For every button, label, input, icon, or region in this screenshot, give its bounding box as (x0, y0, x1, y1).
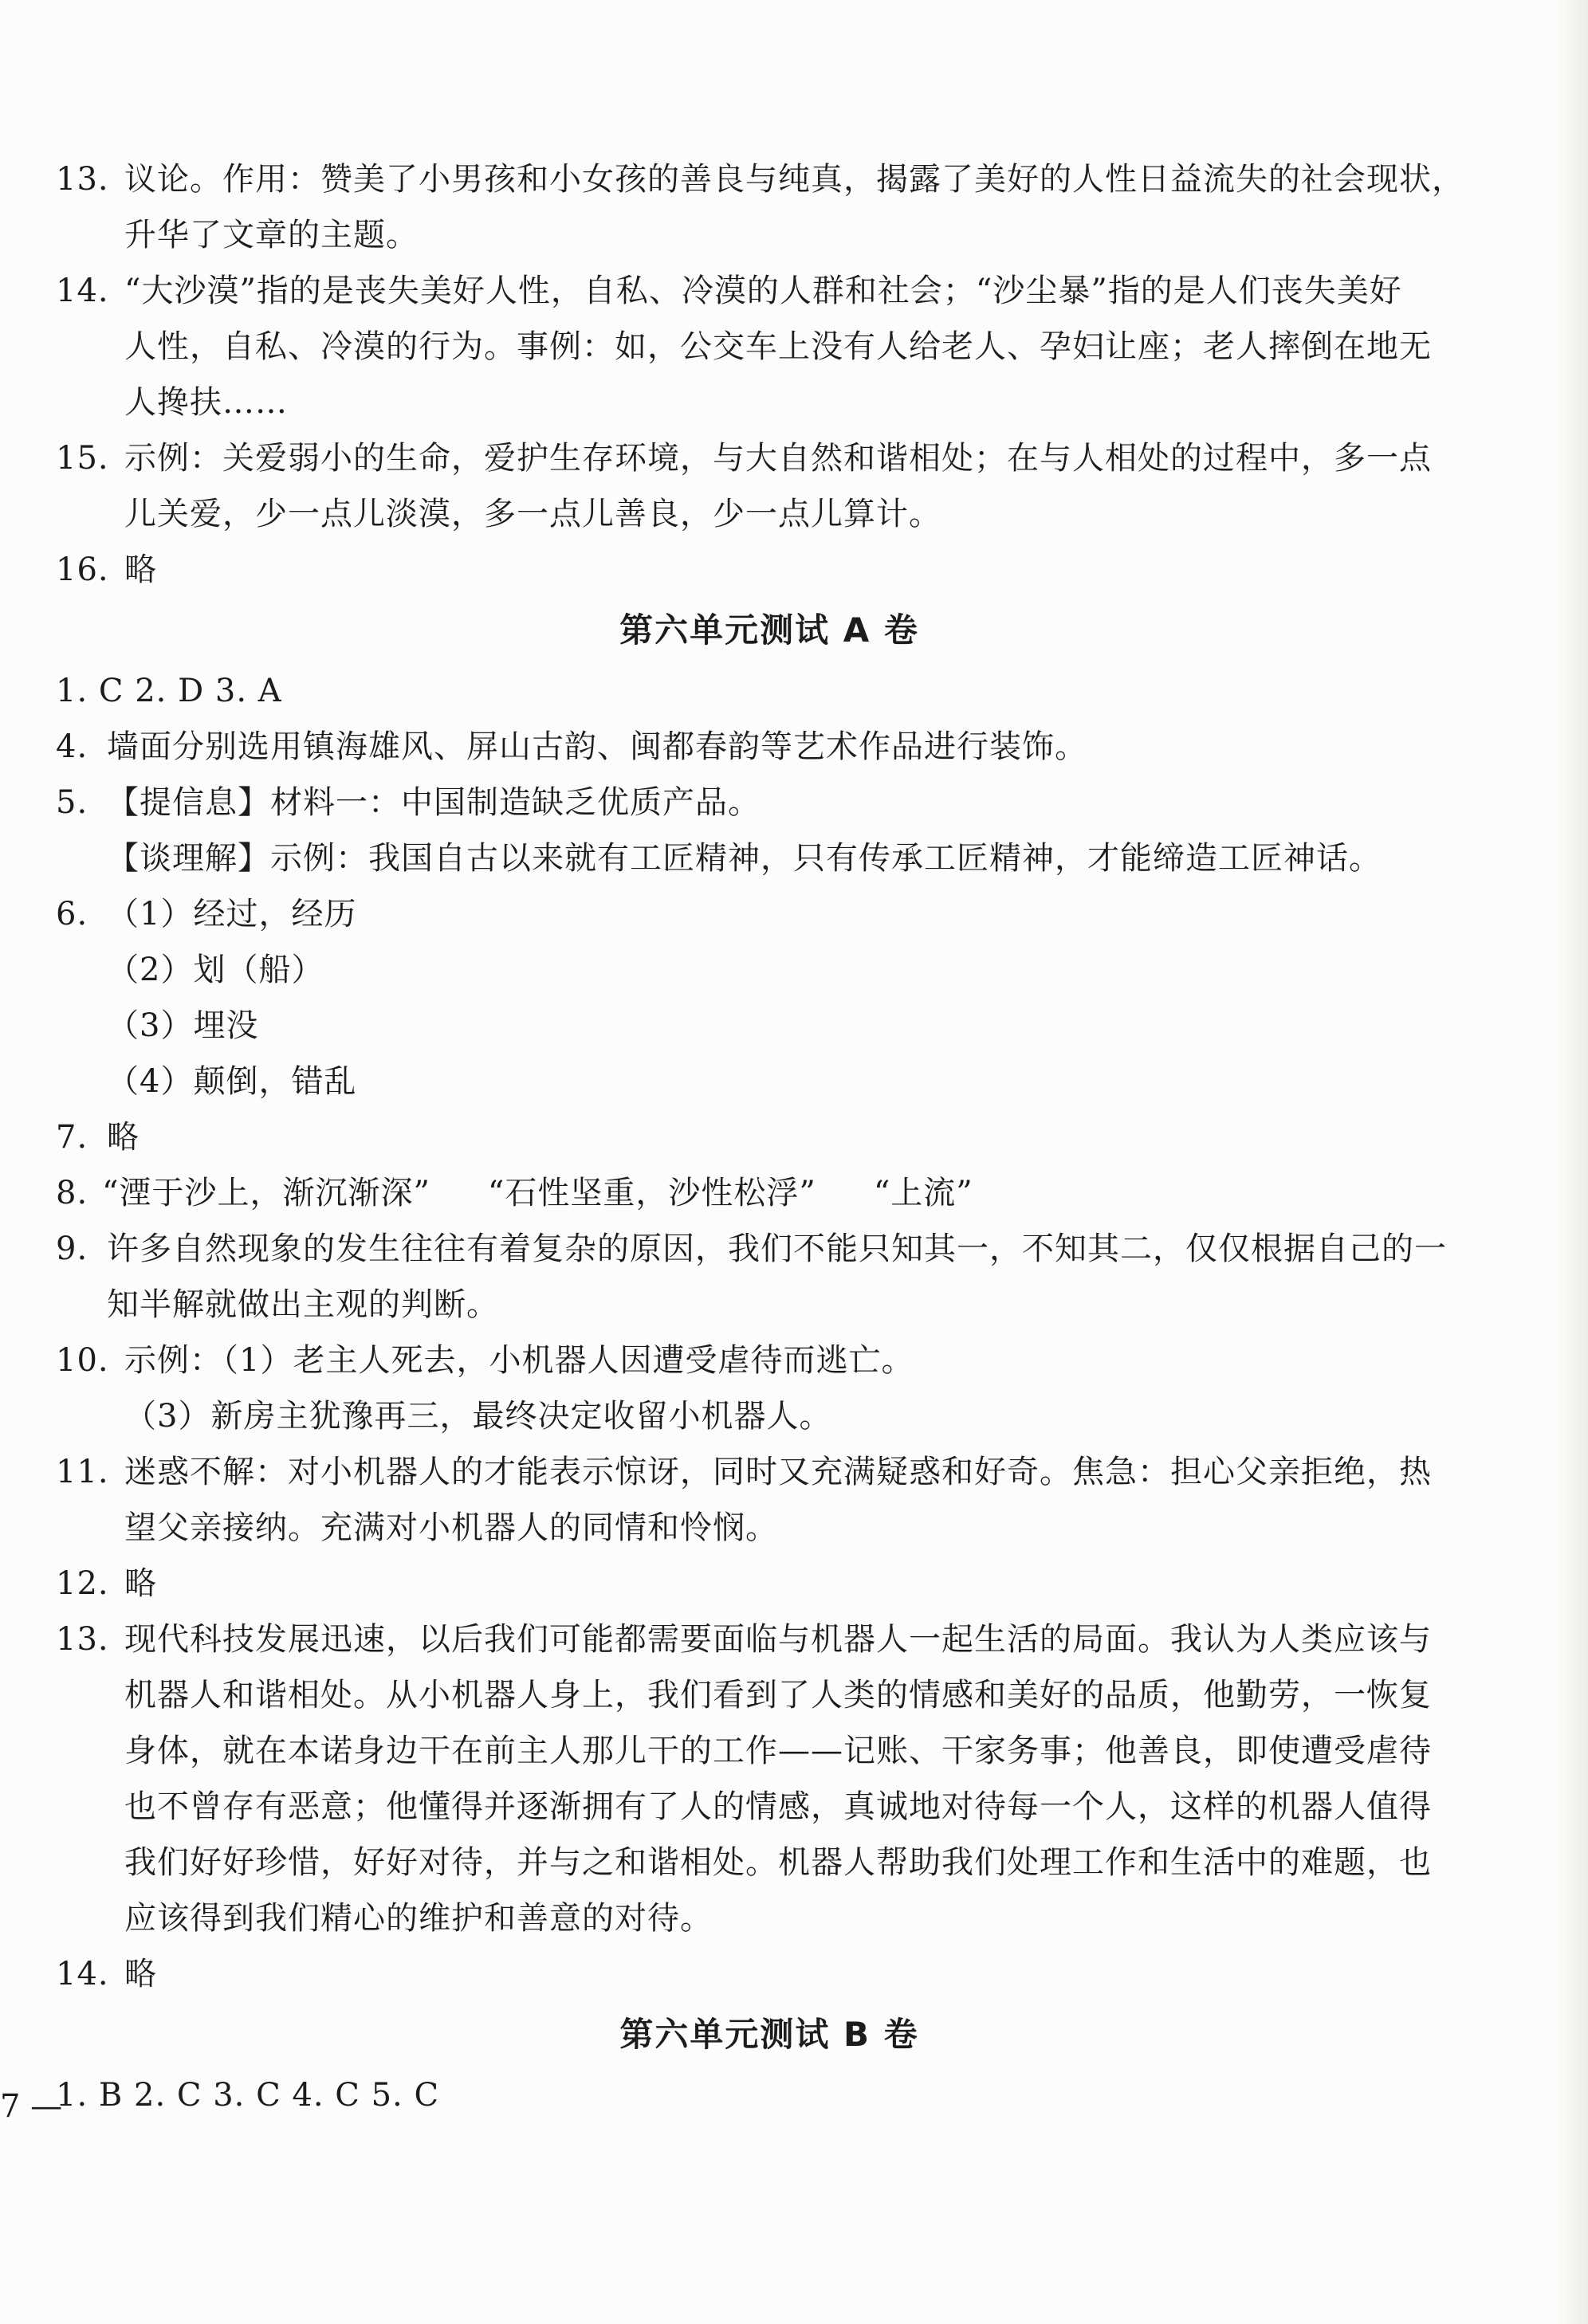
answer-item-12 (56, 1556, 1483, 1611)
item-text: 机器人和谐相处。从小机器人身上，我们看到了人类的情感和美好的品质，他勤劳，一恢复 (124, 1677, 1432, 1714)
item-number: 12. (56, 1565, 109, 1602)
item-text: 议论。作用：赞美了小男孩和小女孩的善良与纯真，揭露了美好的人性日益流失的社会现状， (124, 161, 1464, 198)
answer-item-7 (56, 1109, 1483, 1165)
item-text: 知半解就做出主观的判断。 (107, 1286, 499, 1323)
item-text: 望父亲接纳。充满对小机器人的同情和怜悯。 (124, 1509, 778, 1546)
item-text: 略 (124, 1565, 157, 1602)
item-text: 应该得到我们精心的维护和善意的对待。 (124, 1900, 713, 1937)
item-number: 11. (56, 1454, 109, 1490)
item-text: 现代科技发展迅速，以后我们可能都需要面临与机器人一起生活的局面。我认为人类应该与 (124, 1621, 1432, 1658)
item-text: 身体，就在本诺身边干在前主人那儿干的工作——记账、干家务事；他善良，即使遭受虐待 (124, 1733, 1432, 1769)
item-text: 示例：关爱弱小的生命，爱护生存环境，与大自然和谐相处；在与人相处的过程中，多一点 (124, 440, 1432, 477)
answer-line-b-1-5: 1. B 2. C 3. C 4. C 5. C (56, 2077, 440, 2114)
content-area (56, 151, 1483, 2123)
item-number: 7. (56, 1119, 88, 1156)
item-text: 儿关爱，少一点儿淡漠，多一点儿善良，少一点儿算计。 (124, 496, 941, 532)
item-text: 人性，自私、冷漠的行为。事例：如，公交车上没有人给老人、孕妇让座；老人摔倒在地无 (124, 328, 1432, 365)
item-text: 迷惑不解：对小机器人的才能表示惊讶，同时又充满疑惑和好奇。焦急：担心父亲拒绝，热 (124, 1454, 1432, 1490)
item-number: 14. (56, 273, 109, 309)
section-heading-b: 第六单元测试 B 卷 (619, 2015, 919, 2054)
item-number: 10. (56, 1342, 109, 1379)
item-text: “大沙漠”指的是丧失美好人性，自私、冷漠的人群和社会；“沙尘暴”指的是人们丧失美好 (124, 273, 1402, 309)
item-text: 人搀扶…… (124, 384, 288, 421)
item-text: 也不曾存有恶意；他懂得并逐渐拥有了人的情感，真诚地对待每一个人，这样的机器人值得 (124, 1788, 1432, 1825)
item-text: 【提信息】材料一：中国制造缺乏优质产品。 (107, 784, 761, 821)
item-number: 5. (56, 784, 88, 821)
item-text: 示例：（1）老主人死去，小机器人因遭受虐待而逃亡。 (124, 1342, 914, 1379)
item-text: “上流” (873, 1175, 973, 1211)
page-number: 7 — (0, 2088, 63, 2125)
item-text: 许多自然现象的发生往往有着复杂的原因，我们不能只知其一，不知其二，仅仅根据自己的一 (107, 1231, 1447, 1267)
item-number: 9. (56, 1231, 88, 1267)
answer-item-15 (56, 430, 1483, 542)
answer-item-8 (56, 1165, 1483, 1221)
item-number: 14. (56, 1956, 109, 1992)
item-number: 8. (56, 1175, 88, 1211)
answer-item-5 (56, 775, 1483, 830)
item-text: 略 (124, 1956, 157, 1992)
item-text: （3）新房主犹豫再三，最终决定收留小机器人。 (124, 1398, 832, 1435)
answer-item-10 (56, 1333, 1483, 1388)
item-number: 6. (56, 896, 88, 932)
item-text: “湮于沙上，渐沉渐深” (102, 1175, 430, 1211)
item-text: 【谈理解】示例：我国自古以来就有工匠精神，只有传承工匠精神，才能缔造工匠神话。 (107, 840, 1382, 877)
item-number: 4. (56, 728, 88, 765)
item-text: （1）经过，经历 (107, 896, 357, 932)
item-number: 16. (56, 552, 109, 588)
item-text: （3）埋没 (107, 1007, 259, 1044)
answer-line-1-3: 1. C 2. D 3. A (56, 673, 282, 709)
item-text: 墙面分别选用镇海雄风、屏山古韵、闽都春韵等艺术作品进行装饰。 (107, 728, 1087, 765)
item-text: （4）颠倒，错乱 (107, 1063, 357, 1100)
item-text: 略 (107, 1119, 140, 1156)
answer-item-14 (56, 1946, 1483, 2002)
item-text: “石性坚重，沙性松浮” (487, 1175, 816, 1211)
item-number: 13. (56, 161, 109, 198)
item-number: 15. (56, 440, 109, 477)
answer-item-9 (56, 1221, 1483, 1277)
answer-item-13 (56, 1611, 1483, 1667)
answer-item-11 (56, 1444, 1483, 1500)
item-number: 13. (56, 1621, 109, 1658)
answer-item-4 (56, 719, 1483, 775)
section-heading-a: 第六单元测试 A 卷 (619, 610, 919, 650)
answer-item-16 (56, 542, 1483, 598)
page-edge-shadow (1556, 0, 1588, 2324)
item-text: 略 (124, 552, 157, 588)
item-text: 升华了文章的主题。 (124, 217, 419, 253)
answer-item-6 (56, 886, 1483, 942)
answer-item-14 (56, 263, 1483, 430)
answer-item-13 (56, 151, 1483, 263)
item-text: （2）划（船） (107, 952, 324, 988)
item-text: 我们好好珍惜，好好对待，并与之和谐相处。机器人帮助我们处理工作和生活中的难题，也 (124, 1844, 1432, 1881)
